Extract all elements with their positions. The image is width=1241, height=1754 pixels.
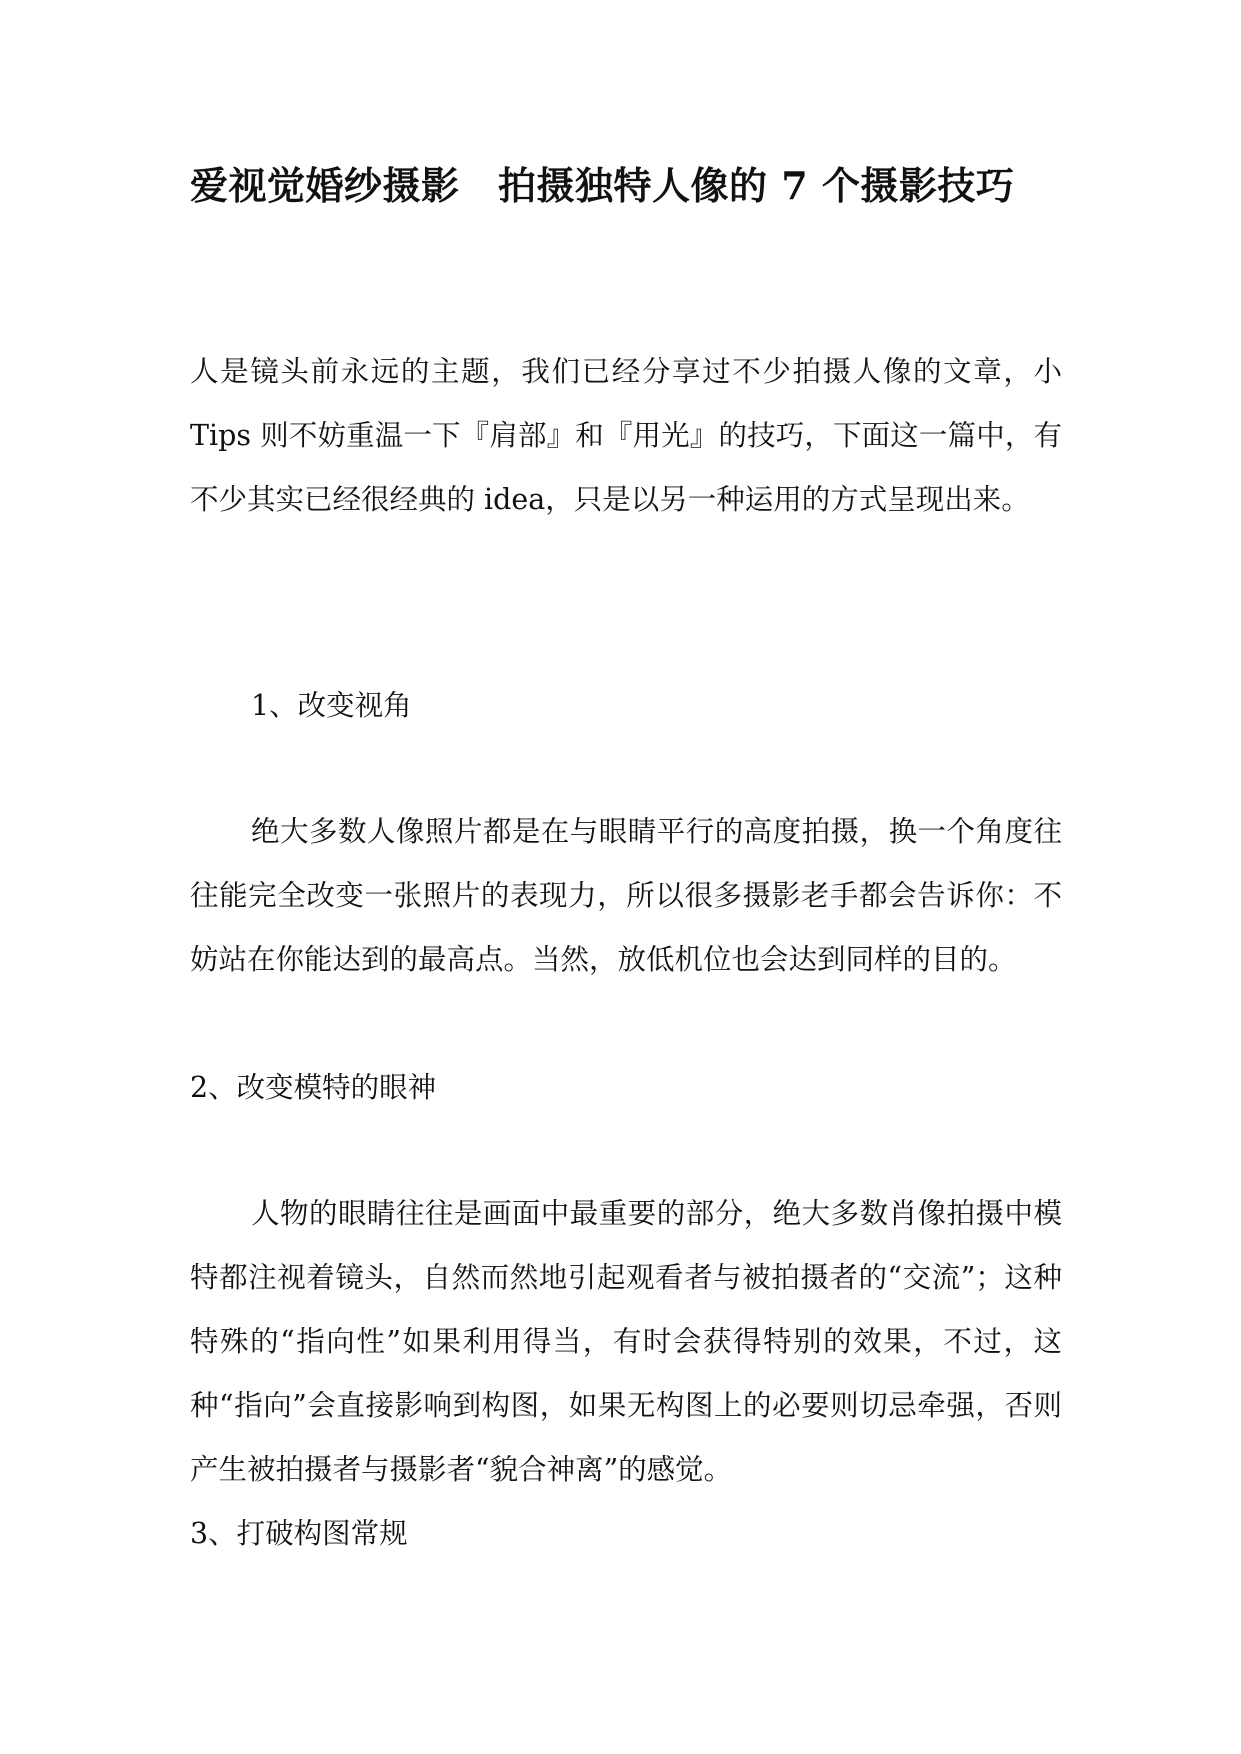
section-body-2: 人物的眼睛往往是画面中最重要的部分，绝大多数肖像拍摄中模特都注视着镜头，自然而然地引起观看者与被拍摄者的“交流”；这种特殊的“指向性”如果利用得当，有时会获得特别的效果，不过，这种“指向”会直接影响到构图，如果无构图上的必要则切忌牵强，否则产生被拍摄者与摄影者“貌合神离”的感觉。 [190,1197,1062,1486]
section-heading-1: 1、改变视角 [251,689,412,722]
section-heading-3: 3、打破构图常规 [190,1517,408,1550]
section-heading-2: 2、改变模特的眼神 [190,1071,437,1104]
intro-paragraph: 人是镜头前永远的主题，我们已经分享过不少拍摄人像的文章，小 Tips 则不妨重温一下『肩部』和『用光』的技巧，下面这一篇中，有不少其实已经很经典的 idea，只是以另一种运用的方式呈现出来。 [190,355,1062,516]
document-title: 爱视觉婚纱摄影 拍摄独特人像的 7 个摄影技巧 [190,163,1015,208]
section-body-1: 绝大多数人像照片都是在与眼睛平行的高度拍摄，换一个角度往往能完全改变一张照片的表现力，所以很多摄影老手都会告诉你：不妨站在你能达到的最高点。当然，放低机位也会达到同样的目的。 [190,815,1062,976]
